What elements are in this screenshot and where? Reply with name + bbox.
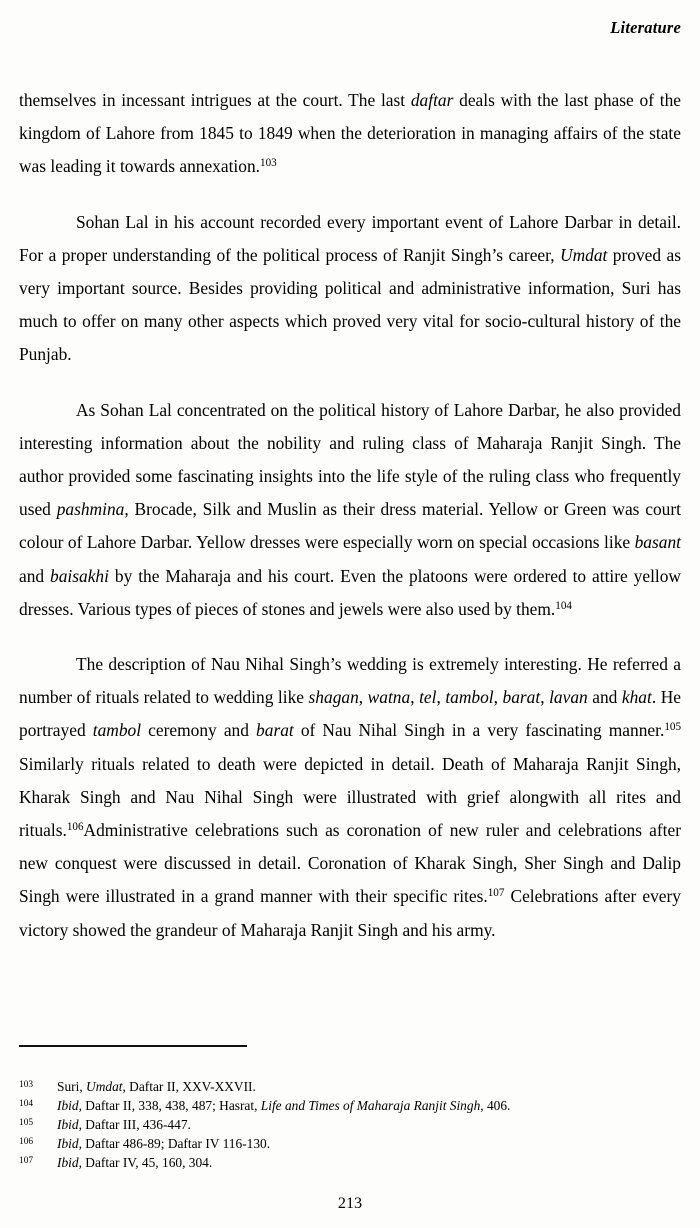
- footnote-text: [57, 1098, 510, 1113]
- italic-term: tambol: [445, 687, 494, 708]
- text-run: ,: [358, 687, 368, 708]
- footnote-separator-rule: [19, 1045, 247, 1047]
- italic-term: baisakhi: [50, 565, 109, 586]
- paragraph-3: [19, 394, 681, 626]
- footnote-item: [19, 1077, 681, 1096]
- italic-term: shagan: [308, 687, 359, 708]
- italic-term: Umdat: [86, 1079, 123, 1094]
- text-run: ,: [493, 687, 503, 708]
- footnote-item: [19, 1153, 681, 1172]
- text-run: and: [587, 687, 622, 708]
- text-run: Celebrations after every victory showed the grandeur of Maharaja Ranjit Singh and his army.: [19, 886, 681, 940]
- page-number: 213: [337, 1194, 363, 1212]
- text-run: by the Maharaja and his court. Even the platoons were ordered to attire yellow dresses. Various types of pieces of stones and jewels were also used by them.: [19, 565, 681, 619]
- italic-term: khat: [621, 687, 652, 708]
- text-run: proved as very important source. Besides providing political and administrative information, Suri has much to offer on many other aspects which proved very vital for socio-cultural history of the Punjab.: [19, 244, 681, 365]
- text-run: Suri,: [57, 1079, 87, 1094]
- text-run: , 406.: [480, 1098, 511, 1114]
- text-run: As Sohan Lal concentrated on the political history of Lahore Darbar, he also provided interesting information about the nobility and ruling class of Maharaja Ranjit Singh. The author provided some fascinating insights into the life style of the ruling class who frequently used: [19, 399, 681, 520]
- italic-term: watna: [367, 687, 411, 708]
- footnote-item: [19, 1096, 681, 1115]
- text-run: and: [19, 565, 51, 586]
- footnote-number: 106: [19, 1137, 34, 1148]
- text-run: ,: [410, 687, 420, 708]
- text-run: , Daftar III, 436-447.: [78, 1117, 191, 1133]
- paragraph-2: [19, 206, 681, 372]
- footnote-number: 107: [19, 1156, 34, 1167]
- text-run: . He portrayed: [19, 687, 681, 741]
- italic-term: tel: [419, 687, 437, 708]
- footnote-number: 103: [19, 1080, 34, 1090]
- text-run: , Brocade, Silk and Muslin as their dress material. Yellow or Green was court colour of Lahore Darbar. Yellow dresses were especially worn on special occasions like: [19, 499, 681, 553]
- paragraph-1: [19, 84, 681, 184]
- italic-term: Ibid: [57, 1136, 79, 1152]
- running-head: Literature: [610, 18, 681, 37]
- footnote-item: [19, 1134, 681, 1153]
- footnote-reference[interactable]: 107: [487, 887, 505, 900]
- italic-term: tambol: [92, 720, 142, 741]
- text-run: Administrative celebrations such as coronation of new ruler and celebrations after new conquest were discussed in detail. Coronation of Kharak Singh, Sher Singh and Dalip Singh were illustrated in a grand manner with their specific rites.: [19, 820, 681, 907]
- footnote-text: [57, 1136, 270, 1151]
- italic-term: Ibid: [57, 1098, 79, 1114]
- footnote-number: 105: [19, 1118, 34, 1129]
- italic-term: daftar: [410, 90, 454, 110]
- text-run: ceremony and: [141, 720, 257, 741]
- italic-term: pashmina: [56, 499, 125, 520]
- footnote-number: 104: [19, 1099, 34, 1110]
- footnote-reference[interactable]: 103: [260, 157, 277, 170]
- italic-term: Ibid: [57, 1155, 79, 1171]
- paragraph-4: [19, 648, 681, 947]
- text-run: ,: [436, 687, 446, 708]
- italic-term: barat: [256, 720, 294, 741]
- text-run: Sohan Lal in his account recorded every important event of Lahore Darbar in detail. For a proper understanding of the political process of Ranjit Singh’s career,: [19, 211, 681, 265]
- italic-term: barat: [502, 687, 541, 708]
- italic-term: Life and Times of Maharaja Ranjit Singh: [260, 1098, 481, 1114]
- text-run: deals with the last phase of the kingdom of Lahore from 1845 to 1849 when the deterioration in managing affairs of the state was leading it towards annexation.: [19, 90, 681, 177]
- italic-term: basant: [634, 532, 681, 553]
- text-run: themselves in incessant intrigues at the court. The last: [19, 90, 411, 110]
- footnote-list: [19, 1077, 681, 1172]
- footnote-reference[interactable]: 106: [66, 821, 84, 834]
- text-run: ,: [540, 687, 550, 708]
- footnote-item: [19, 1115, 681, 1134]
- footnote-text: [57, 1155, 212, 1170]
- text-run: of Nau Nihal Singh in a very fascinating manner.: [293, 720, 665, 741]
- text-run: , Daftar II, XXV-XXVII.: [122, 1079, 256, 1094]
- footnote-reference[interactable]: 104: [555, 600, 572, 613]
- footnote-reference[interactable]: 105: [664, 721, 682, 734]
- footnote-text: [57, 1117, 191, 1132]
- italic-term: Umdat: [560, 244, 608, 265]
- text-run: , Daftar IV, 45, 160, 304.: [78, 1155, 213, 1171]
- text-run: , Daftar II, 338, 438, 487; Hasrat,: [78, 1098, 261, 1114]
- text-run: , Daftar 486-89; Daftar IV 116-130.: [78, 1136, 271, 1152]
- italic-term: Ibid: [57, 1117, 79, 1133]
- text-run: The description of Nau Nihal Singh’s wedding is extremely interesting. He referred a number of rituals related to wedding like: [19, 654, 681, 708]
- footnote-text: [57, 1079, 256, 1094]
- body-text-block: [19, 84, 681, 947]
- text-run: Similarly rituals related to death were depicted in detail. Death of Maharaja Ranjit Singh, Kharak Singh and Nau Nihal Singh were illustrated with grief alongwith all rites and rituals.: [19, 753, 681, 841]
- italic-term: lavan: [549, 687, 588, 708]
